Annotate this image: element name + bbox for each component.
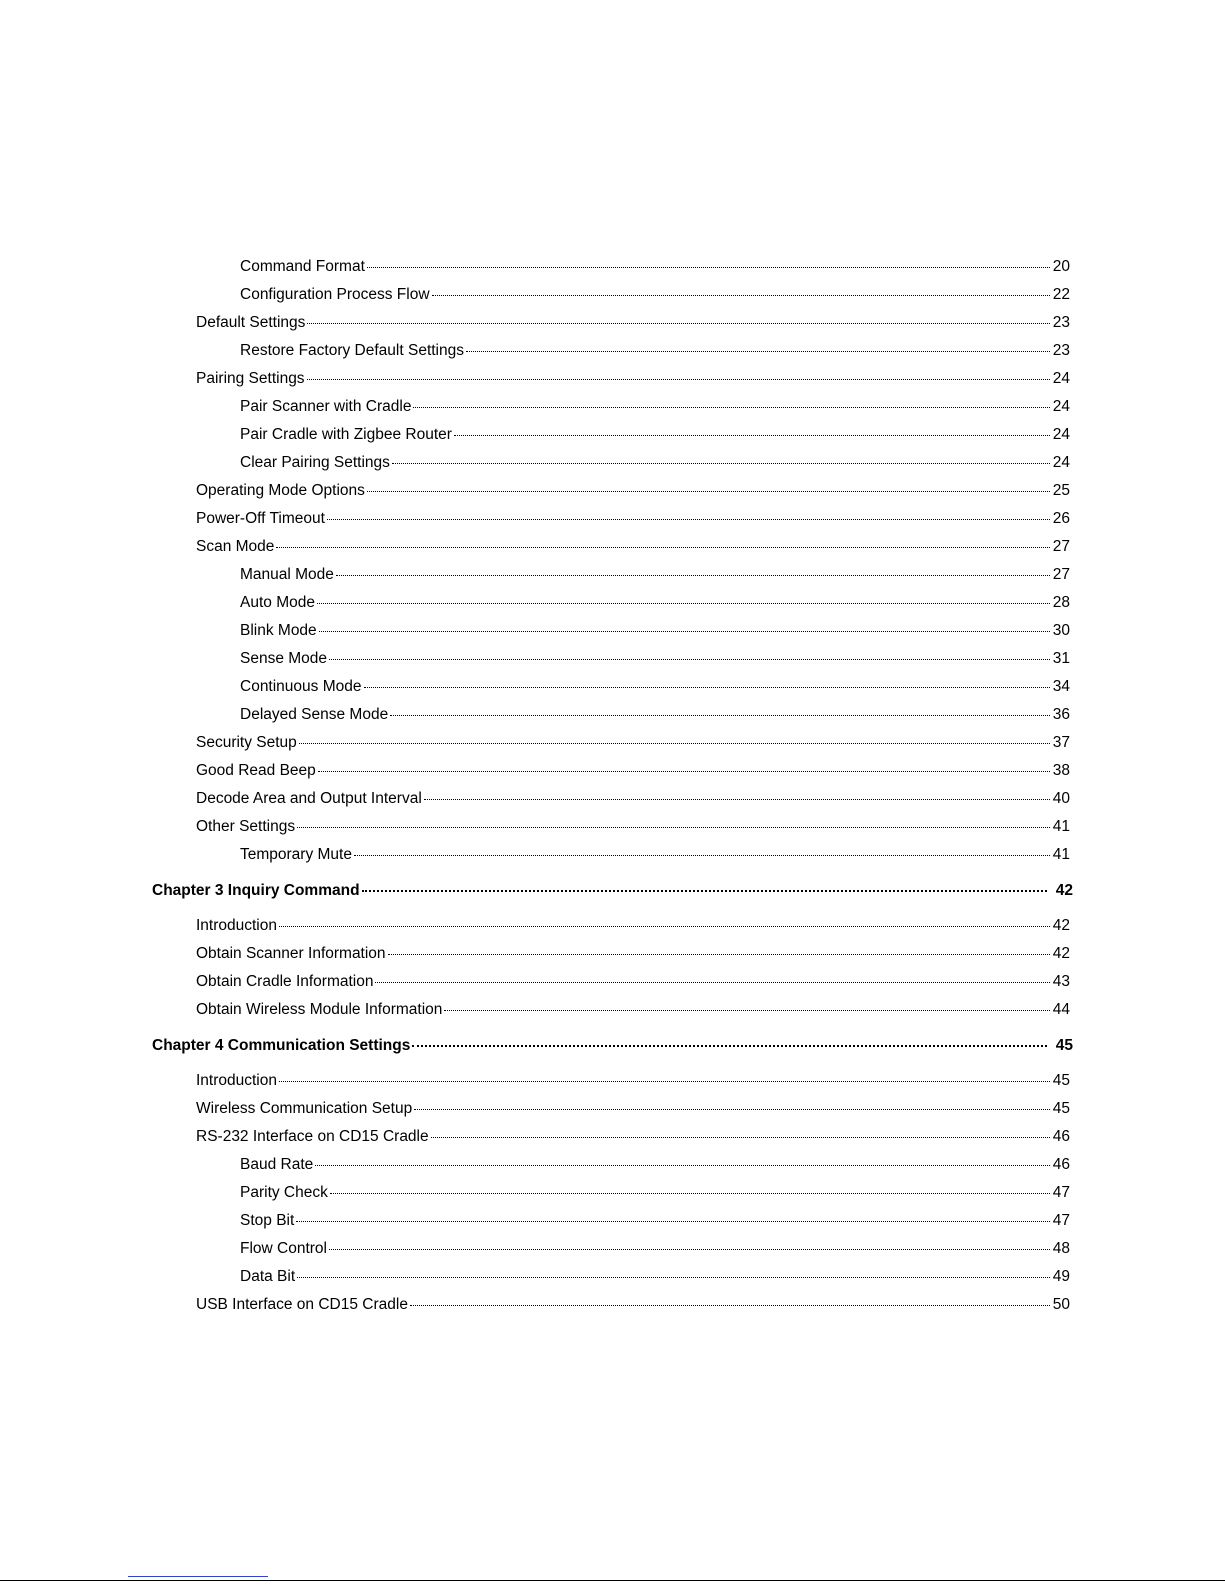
toc-dot-leader <box>315 1165 1050 1166</box>
toc-dot-leader <box>330 1193 1050 1194</box>
toc-entry-page: 47 <box>1052 1212 1070 1229</box>
toc-entry-title: Baud Rate <box>240 1156 314 1173</box>
toc-dot-leader <box>296 1221 1050 1222</box>
toc-entry-title: Wireless Communication Setup <box>196 1100 413 1117</box>
toc-entry[interactable] <box>196 915 1070 937</box>
toc-entry[interactable] <box>196 508 1070 530</box>
toc-entry-page: 25 <box>1052 482 1070 499</box>
toc-entry-page: 45 <box>1052 1072 1070 1089</box>
toc-entry-title: Auto Mode <box>240 594 315 611</box>
toc-entry-title: Other Settings <box>196 818 296 835</box>
toc-dot-leader <box>336 575 1050 576</box>
toc-entry-page: 27 <box>1052 538 1070 555</box>
toc-entry-title: Introduction <box>196 917 277 934</box>
toc-entry-page: 27 <box>1052 566 1070 583</box>
toc-entry-page: 37 <box>1052 734 1070 751</box>
toc-dot-leader <box>390 715 1050 716</box>
toc-entry-title: Power-Off Timeout <box>196 510 325 527</box>
toc-entry-page: 23 <box>1052 314 1070 331</box>
toc-chapter-heading[interactable] <box>152 880 1073 902</box>
toc-dot-leader <box>307 379 1050 380</box>
toc-entry-title: Pair Cradle with Zigbee Router <box>240 426 452 443</box>
toc-dot-leader <box>362 890 1047 892</box>
toc-dot-leader <box>444 1010 1050 1011</box>
toc-dot-leader <box>367 491 1050 492</box>
toc-entry[interactable] <box>240 396 1070 418</box>
toc-entry-title: Chapter 4 Communication Settings <box>152 1037 411 1054</box>
toc-dot-leader <box>318 771 1050 772</box>
footer-rule <box>0 1580 1225 1581</box>
toc-entry-title: Command Format <box>240 258 365 275</box>
toc-entry[interactable] <box>240 844 1070 866</box>
toc-dot-leader <box>364 687 1051 688</box>
toc-entry-page: 36 <box>1052 706 1070 723</box>
toc-dot-leader <box>466 351 1050 352</box>
toc-dot-leader <box>329 659 1050 660</box>
toc-entry-title: Manual Mode <box>240 566 334 583</box>
toc-entry-title: Clear Pairing Settings <box>240 454 390 471</box>
toc-entry-title: Introduction <box>196 1072 277 1089</box>
toc-dot-leader <box>375 982 1050 983</box>
toc-entry[interactable] <box>196 788 1070 810</box>
toc-entry-page: 34 <box>1052 678 1070 695</box>
toc-entry-page: 26 <box>1052 510 1070 527</box>
toc-entry[interactable] <box>240 1182 1070 1204</box>
toc-entry[interactable] <box>240 424 1070 446</box>
toc-dot-leader <box>317 603 1050 604</box>
toc-dot-leader <box>412 1045 1047 1047</box>
toc-entry[interactable] <box>196 1098 1070 1120</box>
toc-entry[interactable] <box>240 564 1070 586</box>
toc-dot-leader <box>297 1277 1050 1278</box>
toc-dot-leader <box>299 743 1050 744</box>
toc-entry-page: 24 <box>1052 398 1070 415</box>
toc-entry-title: Delayed Sense Mode <box>240 706 389 723</box>
toc-entry[interactable] <box>240 340 1070 362</box>
toc-entry-page: 24 <box>1052 426 1070 443</box>
toc-dot-leader <box>276 547 1050 548</box>
toc-entry-title: Security Setup <box>196 734 297 751</box>
toc-entry-title: Pairing Settings <box>196 370 305 387</box>
toc-entry[interactable] <box>196 1126 1070 1148</box>
toc-entry-page: 42 <box>1055 882 1073 899</box>
toc-entry-page: 43 <box>1052 973 1070 990</box>
toc-entry-page: 49 <box>1052 1268 1070 1285</box>
toc-entry-page: 45 <box>1055 1037 1073 1054</box>
toc-entry-title: Operating Mode Options <box>196 482 365 499</box>
toc-entry[interactable] <box>196 312 1070 334</box>
toc-entry[interactable] <box>196 480 1070 502</box>
toc-entry-title: Good Read Beep <box>196 762 316 779</box>
toc-entry[interactable] <box>240 1238 1070 1260</box>
toc-entry[interactable] <box>240 620 1070 642</box>
toc-entry[interactable] <box>240 1154 1070 1176</box>
toc-entry-page: 45 <box>1052 1100 1070 1117</box>
toc-dot-leader <box>327 519 1050 520</box>
toc-entry-title: Temporary Mute <box>240 846 352 863</box>
toc-entry-title: Obtain Scanner Information <box>196 945 386 962</box>
toc-entry[interactable] <box>196 816 1070 838</box>
toc-entry-title: Data Bit <box>240 1268 296 1285</box>
toc-entry-page: 23 <box>1052 342 1070 359</box>
toc-entry[interactable] <box>240 648 1070 670</box>
toc-entry-page: 20 <box>1052 258 1070 275</box>
toc-dot-leader <box>297 827 1050 828</box>
toc-entry-title: Flow Control <box>240 1240 327 1257</box>
toc-dot-leader <box>307 323 1050 324</box>
toc-entry[interactable] <box>196 999 1070 1021</box>
toc-entry[interactable] <box>196 732 1070 754</box>
toc-entry[interactable] <box>196 943 1070 965</box>
toc-entry[interactable] <box>240 256 1070 278</box>
toc-dot-leader <box>454 435 1050 436</box>
toc-entry-page: 24 <box>1052 454 1070 471</box>
toc-entry-page: 42 <box>1052 945 1070 962</box>
toc-entry-title: Default Settings <box>196 314 306 331</box>
toc-entry-page: 48 <box>1052 1240 1070 1257</box>
toc-dot-leader <box>414 1109 1050 1110</box>
toc-dot-leader <box>431 1137 1050 1138</box>
toc-entry-title: Decode Area and Output Interval <box>196 790 422 807</box>
toc-entry-page: 40 <box>1052 790 1070 807</box>
toc-entry-title: Pair Scanner with Cradle <box>240 398 412 415</box>
toc-dot-leader <box>392 463 1050 464</box>
toc-dot-leader <box>413 407 1050 408</box>
toc-entry[interactable] <box>196 971 1070 993</box>
toc-dot-leader <box>367 267 1050 268</box>
toc-entry-title: Obtain Wireless Module Information <box>196 1001 443 1018</box>
toc-dot-leader <box>424 799 1050 800</box>
toc-entry-page: 28 <box>1052 594 1070 611</box>
toc-entry-page: 38 <box>1052 762 1070 779</box>
toc-entry[interactable] <box>240 592 1070 614</box>
toc-entry-page: 47 <box>1052 1184 1070 1201</box>
toc-dot-leader <box>432 295 1050 296</box>
toc-entry[interactable] <box>196 1070 1070 1092</box>
toc-dot-leader <box>410 1305 1050 1306</box>
toc-entry[interactable] <box>240 1266 1070 1288</box>
toc-entry-page: 46 <box>1052 1156 1070 1173</box>
toc-entry[interactable] <box>196 1294 1070 1316</box>
toc-entry-title: USB Interface on CD15 Cradle <box>196 1296 408 1313</box>
toc-entry-title: Parity Check <box>240 1184 328 1201</box>
toc-entry-title: Obtain Cradle Information <box>196 973 374 990</box>
toc-entry-title: Stop Bit <box>240 1212 295 1229</box>
toc-entry[interactable] <box>240 284 1070 306</box>
toc-entry[interactable] <box>240 704 1070 726</box>
toc-entry-page: 44 <box>1052 1001 1070 1018</box>
toc-entry-page: 50 <box>1052 1296 1070 1313</box>
toc-entry-title: Continuous Mode <box>240 678 362 695</box>
toc-entry[interactable] <box>196 760 1070 782</box>
toc-entry-page: 46 <box>1052 1128 1070 1145</box>
toc-entry-title: Scan Mode <box>196 538 275 555</box>
toc-chapter-heading[interactable] <box>152 1035 1073 1057</box>
toc-entry-page: 24 <box>1052 370 1070 387</box>
toc-dot-leader <box>329 1249 1050 1250</box>
toc-entry-title: Chapter 3 Inquiry Command <box>152 882 360 899</box>
toc-entry-page: 22 <box>1052 286 1070 303</box>
toc-dot-leader <box>279 1081 1050 1082</box>
toc-entry-title: Sense Mode <box>240 650 328 667</box>
toc-entry-title: Restore Factory Default Settings <box>240 342 464 359</box>
toc-entry[interactable] <box>240 452 1070 474</box>
toc-dot-leader <box>388 954 1050 955</box>
toc-entry[interactable] <box>240 1210 1070 1232</box>
toc-entry-title: Blink Mode <box>240 622 317 639</box>
toc-entry-page: 30 <box>1052 622 1070 639</box>
toc-entry-page: 42 <box>1052 917 1070 934</box>
toc-dot-leader <box>279 926 1050 927</box>
toc-entry-page: 31 <box>1052 650 1070 667</box>
toc-entry[interactable] <box>196 536 1070 558</box>
toc-dot-leader <box>354 855 1050 856</box>
toc-entry[interactable] <box>196 368 1070 390</box>
toc-entry-title: RS-232 Interface on CD15 Cradle <box>196 1128 429 1145</box>
toc-entry-title: Configuration Process Flow <box>240 286 430 303</box>
toc-entry-page: 41 <box>1052 818 1070 835</box>
footer-link-underline <box>128 1576 268 1577</box>
toc-entry-page: 41 <box>1052 846 1070 863</box>
toc-entry[interactable] <box>240 676 1070 698</box>
toc-dot-leader <box>319 631 1050 632</box>
